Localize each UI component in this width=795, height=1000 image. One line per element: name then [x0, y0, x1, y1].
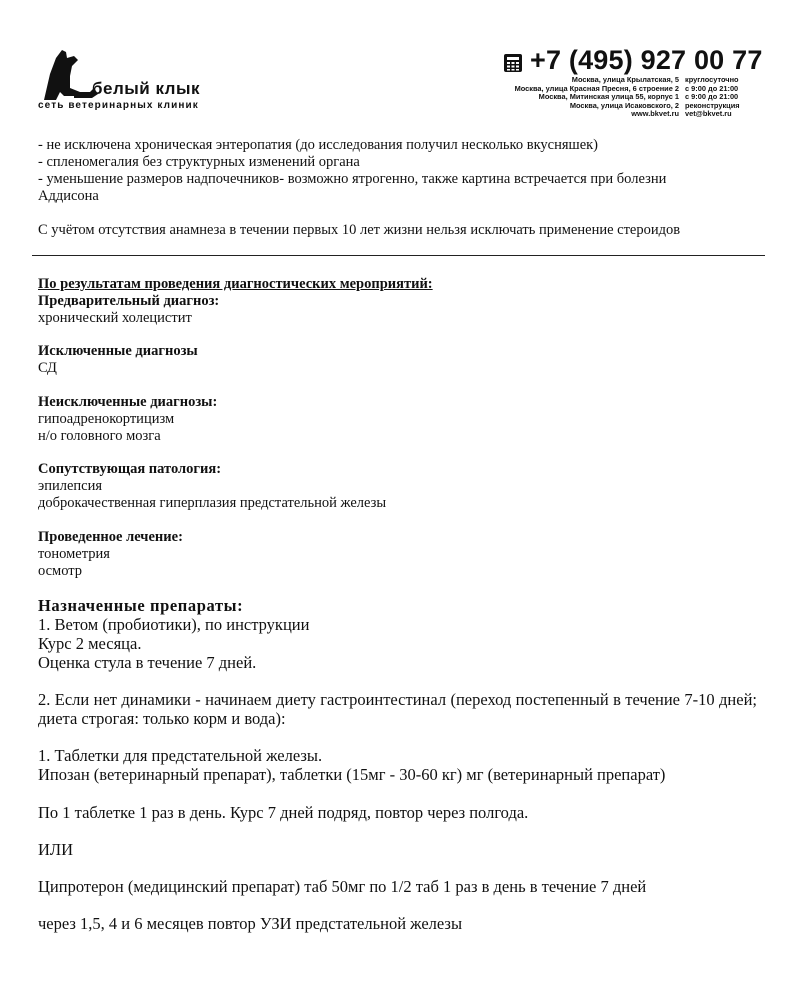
- treatment-item: осмотр: [38, 563, 83, 579]
- treatment-title: Проведенное лечение:: [38, 529, 183, 545]
- excluded-diagnoses-title: Исключенные диагнозы: [38, 343, 198, 359]
- finding-line: - не исключена хроническая энтеропатия (до исследования получил несколько вкусняшек): [38, 137, 599, 153]
- alternative-prescription: Ципротерон (медицинский препарат) таб 50мг по 1/2 таб 1 раз в день в течение 7 дней: [38, 877, 647, 896]
- finding-line: - спленомегалия без структурных изменений органа: [38, 154, 360, 170]
- brand-subtitle: сеть ветеринарных клиник: [38, 100, 199, 111]
- address-list: [515, 76, 679, 119]
- not-excluded-diagnosis: гипоадренокортицизм: [38, 411, 175, 427]
- treatment-item: тонометрия: [38, 546, 110, 562]
- hours-line: с 9:00 до 21:00: [685, 83, 739, 93]
- hours-line: с 9:00 до 21:00: [685, 92, 739, 101]
- prescription-line: 1. Ветом (пробиотики), по инструкции: [38, 615, 310, 634]
- or-separator: ИЛИ: [38, 840, 74, 859]
- hours-line: реконструкция: [685, 100, 740, 110]
- address-line: Москва, улица Исаковского, 2: [569, 100, 679, 110]
- website-link[interactable]: www.bkvet.ru: [631, 109, 679, 118]
- section-title: По результатам проведения диагностических мероприятий:: [38, 276, 433, 292]
- prescription-line: Оценка стула в течение 7 дней.: [38, 653, 257, 672]
- section-divider: [32, 255, 765, 256]
- not-excluded-diagnoses-title: Неисключенные диагнозы:: [38, 394, 218, 410]
- email-link[interactable]: vet@bkvet.ru: [685, 109, 732, 118]
- prescription-line: По 1 таблетке 1 раз в день. Курс 7 дней подряд, повтор через полгода.: [38, 803, 529, 822]
- not-excluded-diagnosis: н/о головного мозга: [38, 428, 161, 444]
- finding-line: Аддисона: [38, 188, 99, 204]
- prescriptions-title: Назначенные препараты:: [38, 596, 244, 615]
- prelim-diagnosis-value: хронический холецистит: [38, 310, 192, 326]
- prescription-line: 1. Таблетки для предстательной железы.: [38, 746, 323, 765]
- phone-icon: [503, 53, 523, 73]
- concomitant-pathology-item: доброкачественная гиперплазия предстательной железы: [38, 495, 387, 511]
- address-line: Москва, улица Крылатская, 5: [571, 75, 679, 84]
- concomitant-pathology-item: эпилепсия: [38, 478, 103, 494]
- hours-line: круглосуточно: [685, 75, 739, 84]
- address-line: Москва, улица Красная Пресня, 6 строение 2: [514, 83, 679, 93]
- diet-instruction: 2. Если нет динамики - начинаем диету гастроинтестинал (переход постепенный в течение 7-10 дней; диета строгая: только корм и вода):: [38, 690, 757, 728]
- steroid-note: С учётом отсутствия анамнеза в течении первых 10 лет жизни нельзя исключать применение стероидов: [38, 222, 681, 238]
- hours-list: [685, 76, 740, 119]
- concomitant-pathology-title: Сопутствующая патология:: [38, 461, 222, 477]
- prescription-line: Курс 2 месяца.: [38, 634, 142, 653]
- prelim-diagnosis-title: Предварительный диагноз:: [38, 293, 220, 309]
- followup-instruction: через 1,5, 4 и 6 месяцев повтор УЗИ предстательной железы: [38, 914, 463, 933]
- prescription-line: Ипозан (ветеринарный препарат), таблетки (15мг - 30-60 кг) мг (ветеринарный препарат): [38, 765, 666, 784]
- phone-number: +7 (495) 927 00 77: [530, 45, 763, 75]
- brand-name: белый клык: [92, 79, 200, 98]
- finding-line: - уменьшение размеров надпочечников- возможно ятрогенно, также картина встречается при болезни: [38, 171, 667, 187]
- address-line: Москва, Митинская улица 55, корпус 1: [538, 92, 679, 101]
- excluded-diagnoses-value: СД: [38, 360, 57, 376]
